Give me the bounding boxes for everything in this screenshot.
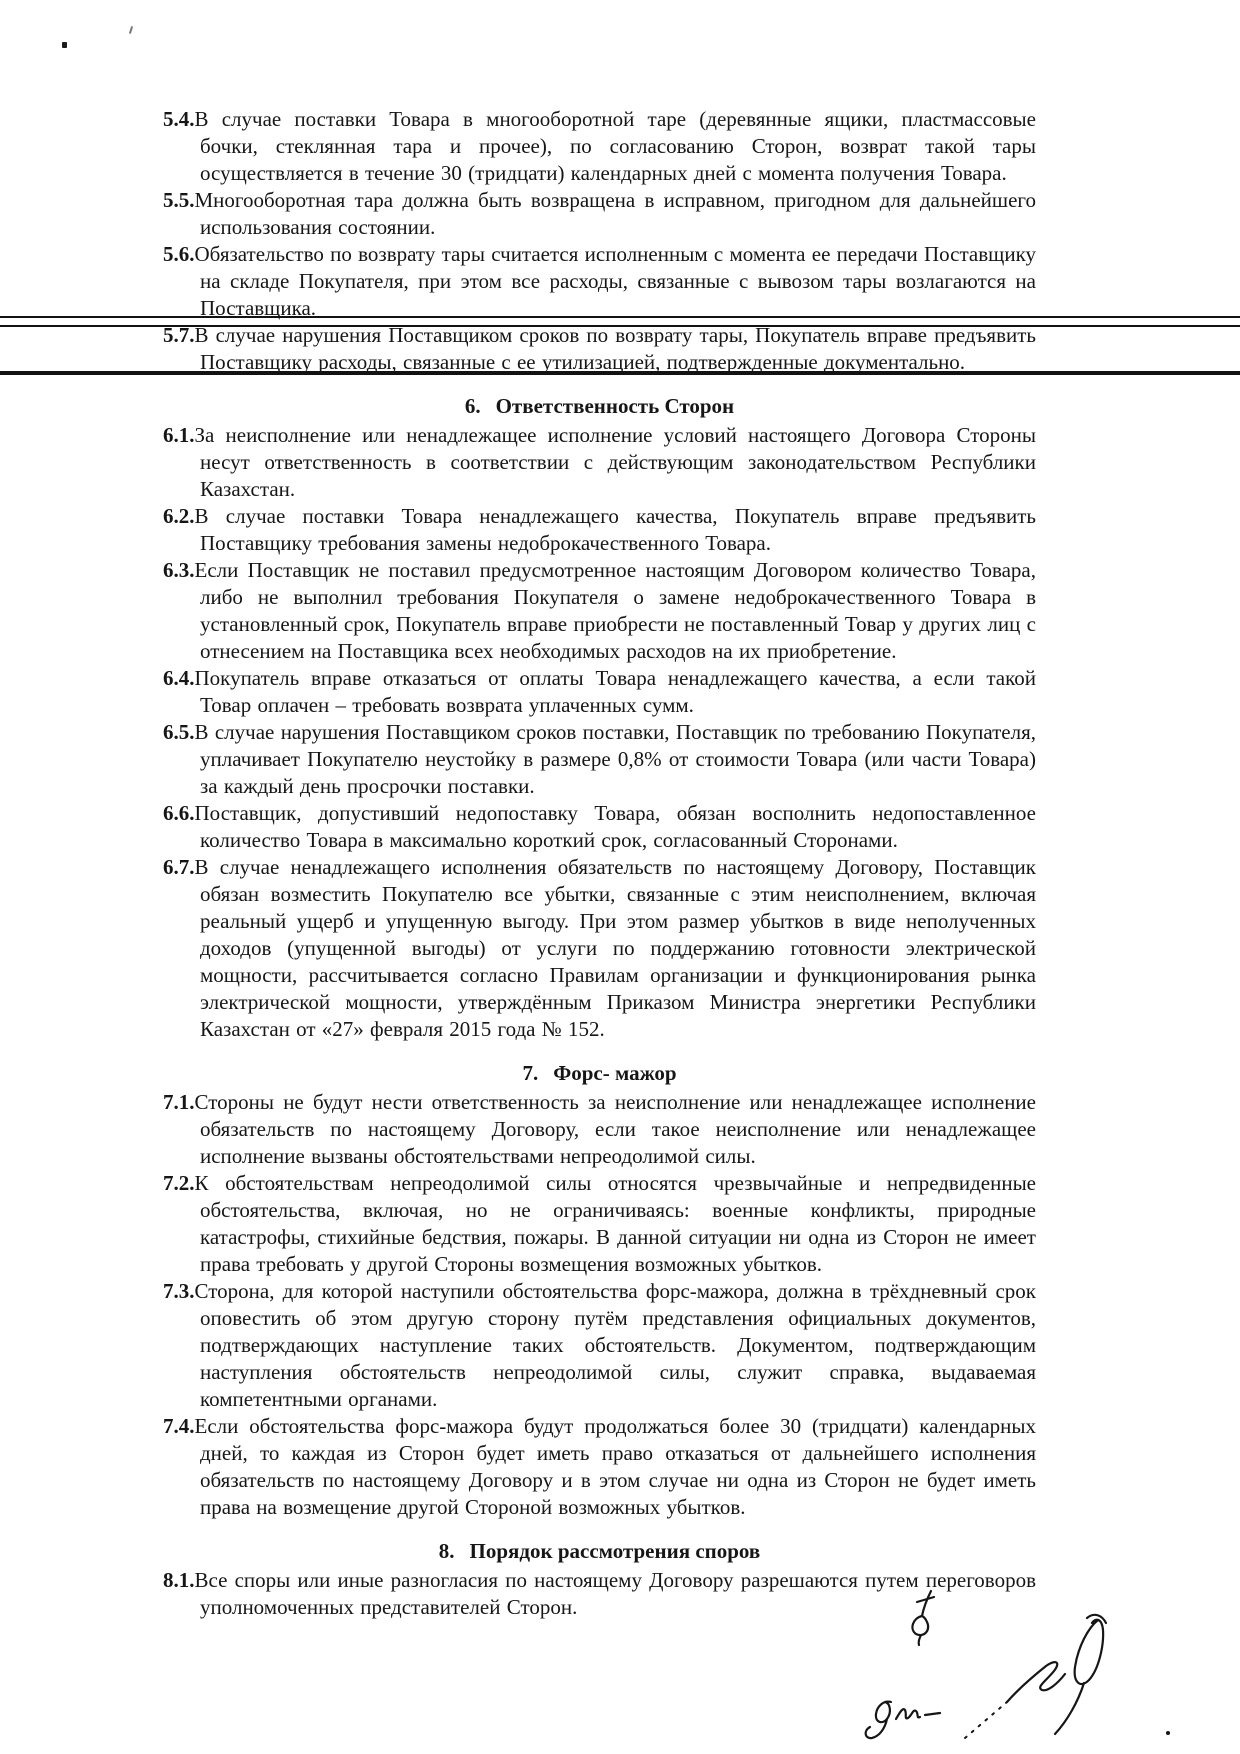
clause-number: 5.5. [163, 188, 195, 212]
contract-text-block [163, 106, 1036, 1621]
clause-number: 6.2. [163, 504, 195, 528]
clause-number: 6.4. [163, 666, 195, 690]
ink-dot [1166, 1731, 1170, 1735]
section-heading [163, 1060, 1036, 1087]
clause-text: Сторона, для которой наступили обстоятельства форс-мажора, должна в трёхдневный срок оповестить об этом другую сторону путём представления официальных документов, подтверждающих наступление таких обстоятельств. Документом, подтверждающим наступления обстоятельств непреодолимой силы, служит справка, выдаваемая компетентными органами. [194, 1279, 1036, 1411]
clause [163, 800, 1036, 854]
clause [163, 1170, 1036, 1278]
clause [163, 322, 1036, 376]
clause-number: 6.5. [163, 720, 195, 744]
signature-flourish-icon [912, 1591, 934, 1645]
clause [163, 187, 1036, 241]
clause-text: В случае поставки Товара в многооборотной таре (деревянные ящики, пластмассовые бочки, стеклянная тара и прочее), по согласованию Сторон, возврат такой тары осуществляется в течение 30 (тридцати) календарных дней с момента получения Товара. [194, 107, 1036, 185]
clause-text: В случае поставки Товара ненадлежащего качества, Покупатель вправе предъявить Поставщику требования замены недоброкачественного Товара. [194, 504, 1036, 555]
clause [163, 1089, 1036, 1170]
section-heading [163, 393, 1036, 420]
clause [163, 854, 1036, 1043]
clause-text: Покупатель вправе отказаться от оплаты Товара ненадлежащего качества, а если такой Товар оплачен – требовать возврата уплаченных сумм. [194, 666, 1036, 717]
clause-text: Если обстоятельства форс-мажора будут продолжаться более 30 (тридцати) календарных дней, то каждая из Сторон будет иметь право отказаться от дальнейшего исполнения обязательств по настоящему Договору и в этом случае ни одна из Сторон не будет иметь права на возмещение другой Стороной возможных убытков. [194, 1414, 1036, 1519]
clause [163, 503, 1036, 557]
clause-text: Поставщик, допустивший недопоставку Товара, обязан восполнить недопоставленное количество Товара в максимально короткий срок, согласованный Сторонами. [194, 801, 1036, 852]
clause-number: 7.1. [163, 1090, 195, 1114]
clause [163, 665, 1036, 719]
clause [163, 719, 1036, 800]
clause-number: 7.4. [163, 1414, 195, 1438]
clause-number: 7.3. [163, 1279, 195, 1303]
clause-text: Многооборотная тара должна быть возвращена в исправном, пригодном для дальнейшего использования состоянии. [194, 188, 1036, 239]
clause-number: 5.6. [163, 242, 195, 266]
clause-text: В случае ненадлежащего исполнения обязательств по настоящему Договору, Поставщик обязан возместить Покупателю все убытки, связанные с этим неисполнением, включая реальный ущерб и упущенную выгоду. При этом размер убытков в виде неполученных доходов (упущенной выгоды) от услуги по поддержанию готовности электрической мощности, рассчитывается согласно Правилам организации и функционирования рынка электрической мощности, утверждённым Приказом Министра энергетики Республики Казахстан от «27» февраля 2015 года № 152. [194, 855, 1036, 1041]
section-number: 6. [464, 394, 481, 418]
signature-small-icon [866, 1702, 940, 1738]
signature-large-icon [965, 1615, 1170, 1738]
clause-number: 6.7. [163, 855, 195, 879]
section-number: 7. [522, 1061, 539, 1085]
clause [163, 422, 1036, 503]
clause-text: Обязательство по возврату тары считается исполненным с момента ее передачи Поставщику на складе Покупателя, при этом все расходы, связанные с вывозом тары возлагаются на Поставщика. [194, 242, 1036, 320]
scan-speck-comma [129, 26, 133, 34]
clause-text: Если Поставщик не поставил предусмотренное настоящим Договором количество Товара, либо не выполнил требования Покупателя о замене недоброкачественного Товара в установленный срок, Покупатель вправе приобрести не поставленный Товар у других лиц с отнесением на Поставщика всех необходимых расходов на их приобретение. [194, 558, 1036, 663]
clause [163, 241, 1036, 322]
clause-text: Стороны не будут нести ответственность за неисполнение или ненадлежащее исполнение обязательств по настоящему Договору, если такое неисполнение или ненадлежащее исполнение вызваны обстоятельствами непреодолимой силы. [194, 1090, 1036, 1168]
clause-text: Все споры или иные разногласия по настоящему Договору разрешаются путем переговоров уполномоченных представителей Сторон. [194, 1568, 1036, 1619]
clause [163, 1278, 1036, 1413]
clause-number: 5.4. [163, 107, 195, 131]
clause-text: За неисполнение или ненадлежащее исполнение условий настоящего Договора Стороны несут ответственность в соответствии с действующим законодательством Республики Казахстан. [194, 423, 1036, 501]
section-title: Форс- мажор [553, 1061, 677, 1085]
clause-number: 6.6. [163, 801, 195, 825]
section-title: Порядок рассмотрения споров [469, 1539, 761, 1563]
scan-speck-dot [62, 42, 67, 48]
clause-text: К обстоятельствам непреодолимой силы относятся чрезвычайные и непредвиденные обстоятельства, включая, но не ограничиваясь: военные конфликты, природные катастрофы, стихийные бедствия, пожары. В данной ситуации ни одна из Сторон не имеет права требовать у другой Стороны возмещения возможных убытков. [194, 1171, 1036, 1276]
clause-number: 6.1. [163, 423, 195, 447]
clause [163, 1413, 1036, 1521]
clause-number: 5.7. [163, 323, 195, 347]
clause [163, 557, 1036, 665]
clause [163, 106, 1036, 187]
section-heading [163, 1538, 1036, 1565]
handwritten-signatures [855, 1575, 1185, 1750]
clause-text: В случае нарушения Поставщиком сроков по возврату тары, Покупатель вправе предъявить Поставщику расходы, связанные с ее утилизацией, подтвержденные документально. [194, 323, 1036, 374]
clause-number: 7.2. [163, 1171, 195, 1195]
section-number: 8. [438, 1539, 455, 1563]
clause-number: 6.3. [163, 558, 195, 582]
section-title: Ответственность Сторон [495, 394, 735, 418]
clause-text: В случае нарушения Поставщиком сроков поставки, Поставщик по требованию Покупателя, уплачивает Покупателю неустойку в размере 0,8% от стоимости Товара (или части Товара) за каждый день просрочки поставки. [194, 720, 1036, 798]
clause-number: 8.1. [163, 1568, 195, 1592]
